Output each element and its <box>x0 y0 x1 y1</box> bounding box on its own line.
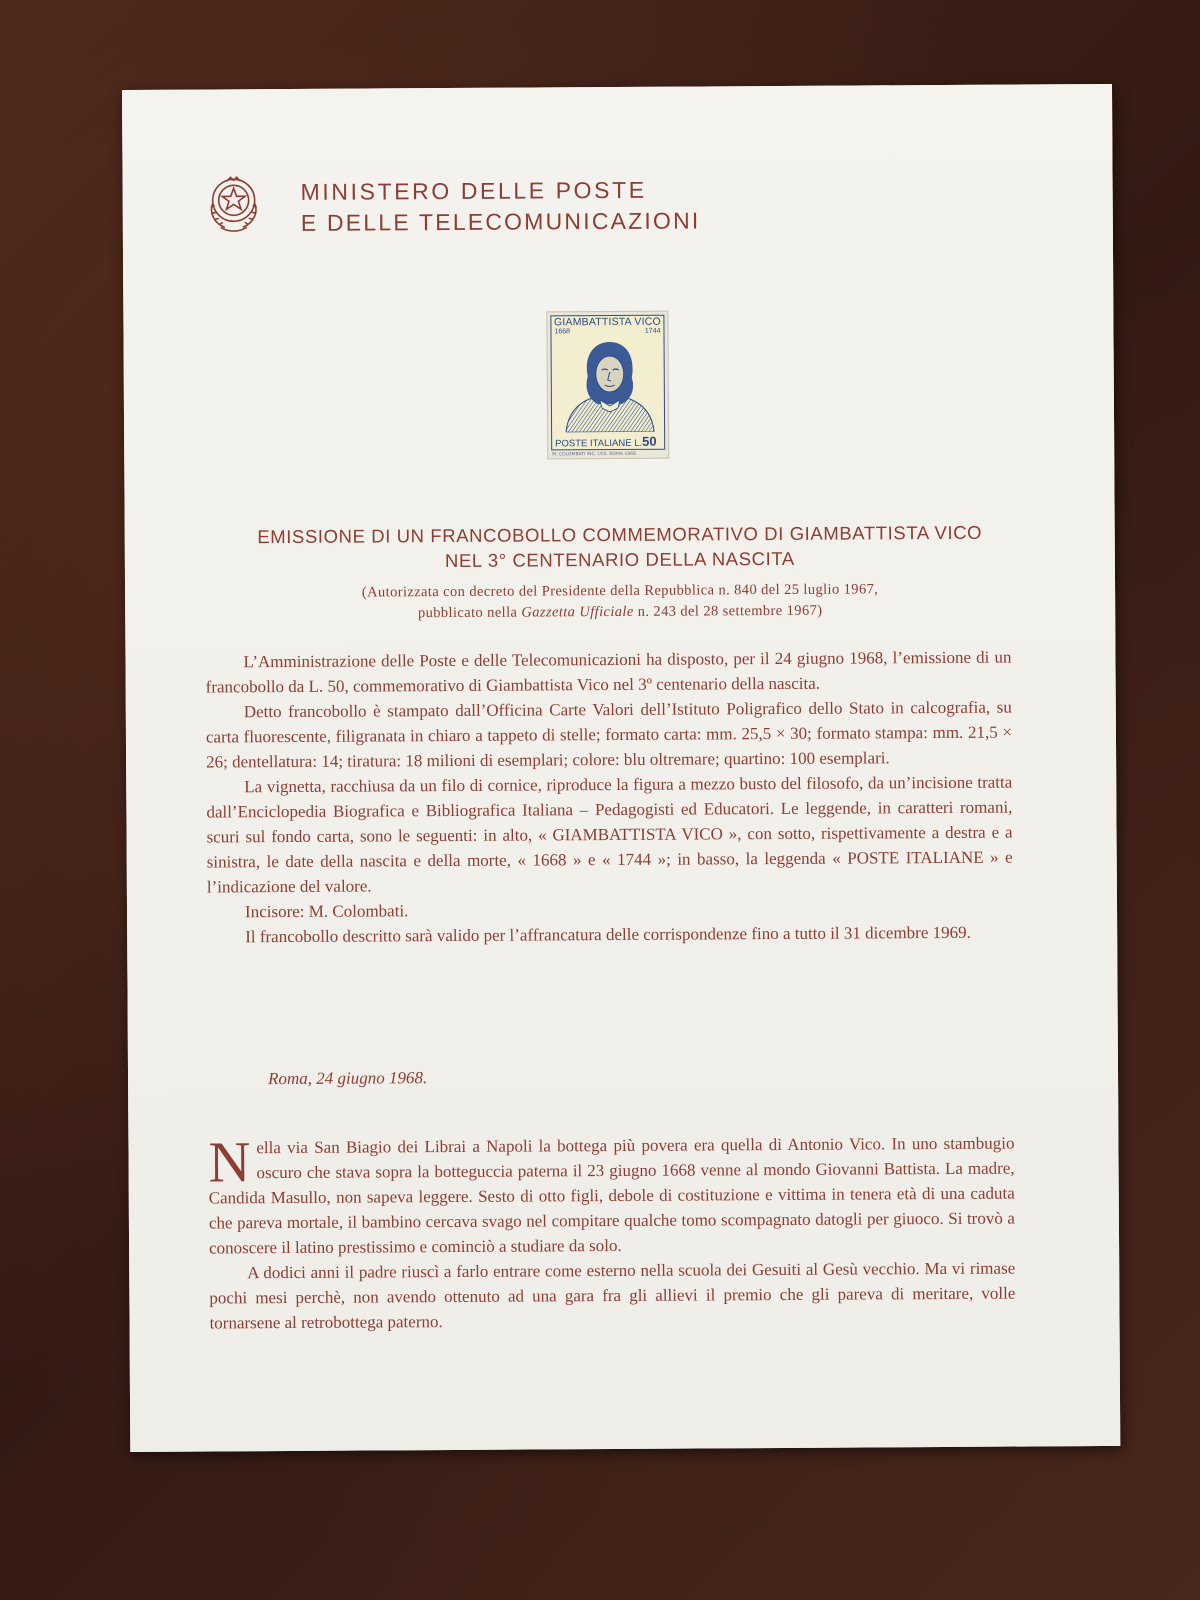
decree-line-2 <box>185 599 1055 625</box>
drop-cap: N <box>208 1129 251 1195</box>
decree-line-1: (Autorizzata con decreto del Presidente della Repubblica n. 840 del 25 luglio 1967, <box>361 581 879 601</box>
vico-portrait-icon <box>558 336 661 433</box>
document-sheet <box>122 84 1120 1452</box>
stamp-currency: L. <box>634 437 643 449</box>
stamp-image <box>546 311 669 460</box>
stamp-frame <box>550 315 665 451</box>
ministry-line-1: MINISTERO DELLE POSTE <box>300 176 647 205</box>
official-text <box>205 645 1013 950</box>
official-paragraph: La vignetta, racchiusa da un filo di cornice, riproduce la figura a mezzo busto del filosofo, da un’incisione tratta dall’Enciclopedia Biografica e Bibliografica Italiana – Pedagogisti ed Educatori. Le leggende, in caratteri romani, scuri sul fondo carta, sono le seguenti: in alto, « GIAMBATTISTA VICO », con sotto, rispettivamente a destra e a sinistra, le date della nascita e della morte, « 1668 » e « 1744 »; in basso, la leggenda « POSTE ITALIANE » e l’indicazione del valore. <box>206 772 1013 897</box>
decree-line-2-pre: pubblicato nella <box>417 604 522 622</box>
decree-line-2-post: n. 243 del 28 settembre 1967) <box>633 602 823 620</box>
stamp-birth-year: 1668 <box>554 328 571 336</box>
official-paragraph: Detto francobollo è stampato dall’Officina Carte Valori dell’Istituto Poligrafico dello Stato in calcografia, su carta fluorescente, filigranata in chiaro a tappeto di stelle; formato carta: mm. 25,5 × 30; formato stampa: mm. 21,5 × 26; dentellatura: 14; tiratura: 18 milioni di esemplari; colore: blu oltremare; quartino: 100 esemplari. <box>205 697 1012 772</box>
gazette-name: Gazzetta Ufficiale <box>521 603 634 621</box>
stamp-value: 50 <box>642 433 657 449</box>
official-paragraph: Incisore: M. Colombati. <box>244 901 409 922</box>
title-line-2: NEL 3° CENTENARIO DELLA NASCITA <box>444 547 795 572</box>
date-line: Roma, 24 giugno 1968. <box>267 1068 428 1089</box>
stamp-name: GIAMBATTISTA VICO <box>553 315 661 329</box>
stamp-legend <box>552 434 664 450</box>
bio-paragraph-2: A dodici anni il padre riuscì a farlo entrare come esterno nella scuola dei Gesuiti al Gesù vecchio. Ma vi rimase pochi mesi perchè, non avendo ottenuto ad una gara fra gli allievi il premio che gli pareva di meritare, volle tornarsene al retrobottega paterno. <box>209 1258 1016 1333</box>
page-title <box>185 519 1055 574</box>
official-paragraph: L’Amministrazione delle Poste e delle Telecomunicazioni ha disposto, per il 24 giugno 1968, l’emissione di un francobollo da L. 50, commemorativo di Giambattista Vico nel 3º centenario della nascita. <box>205 647 1012 697</box>
stamp-country: POSTE ITALIANE <box>555 437 632 450</box>
republic-emblem-icon <box>200 169 266 235</box>
official-paragraph: Il francobollo descritto sarà valido per l’affrancatura delle corrispondenze fino a tutto il 31 dicembre 1969. <box>245 922 971 947</box>
bio-paragraph-1 <box>208 1131 1015 1261</box>
title-line-1: EMISSIONE DI UN FRANCOBOLLO COMMEMORATIVO DI GIAMBATTISTA VICO <box>257 521 983 548</box>
stamp-credit: M. COLOMBATI INC. I.P.S. ROMA 1968 <box>552 451 636 458</box>
ministry-line-2: E DELLE TELECOMUNICAZIONI <box>300 207 701 236</box>
bio-paragraph-1-text: ella via San Biagio dei Librai a Napoli la bottega più povera era quella di Antonio Vico. In uno stambugio oscuro che stava sopra la botteguccia paterna il 23 giugno 1668 venne al mondo Giovanni Battista. La madre, Candida Masullo, non sapeva leggere. Sesto di otto figli, debole di costituzione e vittima in tenera età di una caduta che pareva mortale, il bambino cercava svago nel compitare qualche tomo scompagnato datogli per giuoco. Si trovò a conoscere il latino prestissimo e cominciò a studiare da solo. <box>208 1133 1015 1258</box>
stamp-death-year: 1744 <box>644 327 661 335</box>
decree-note <box>185 578 1055 625</box>
biography-text <box>208 1131 1015 1336</box>
ministry-header <box>301 174 701 238</box>
